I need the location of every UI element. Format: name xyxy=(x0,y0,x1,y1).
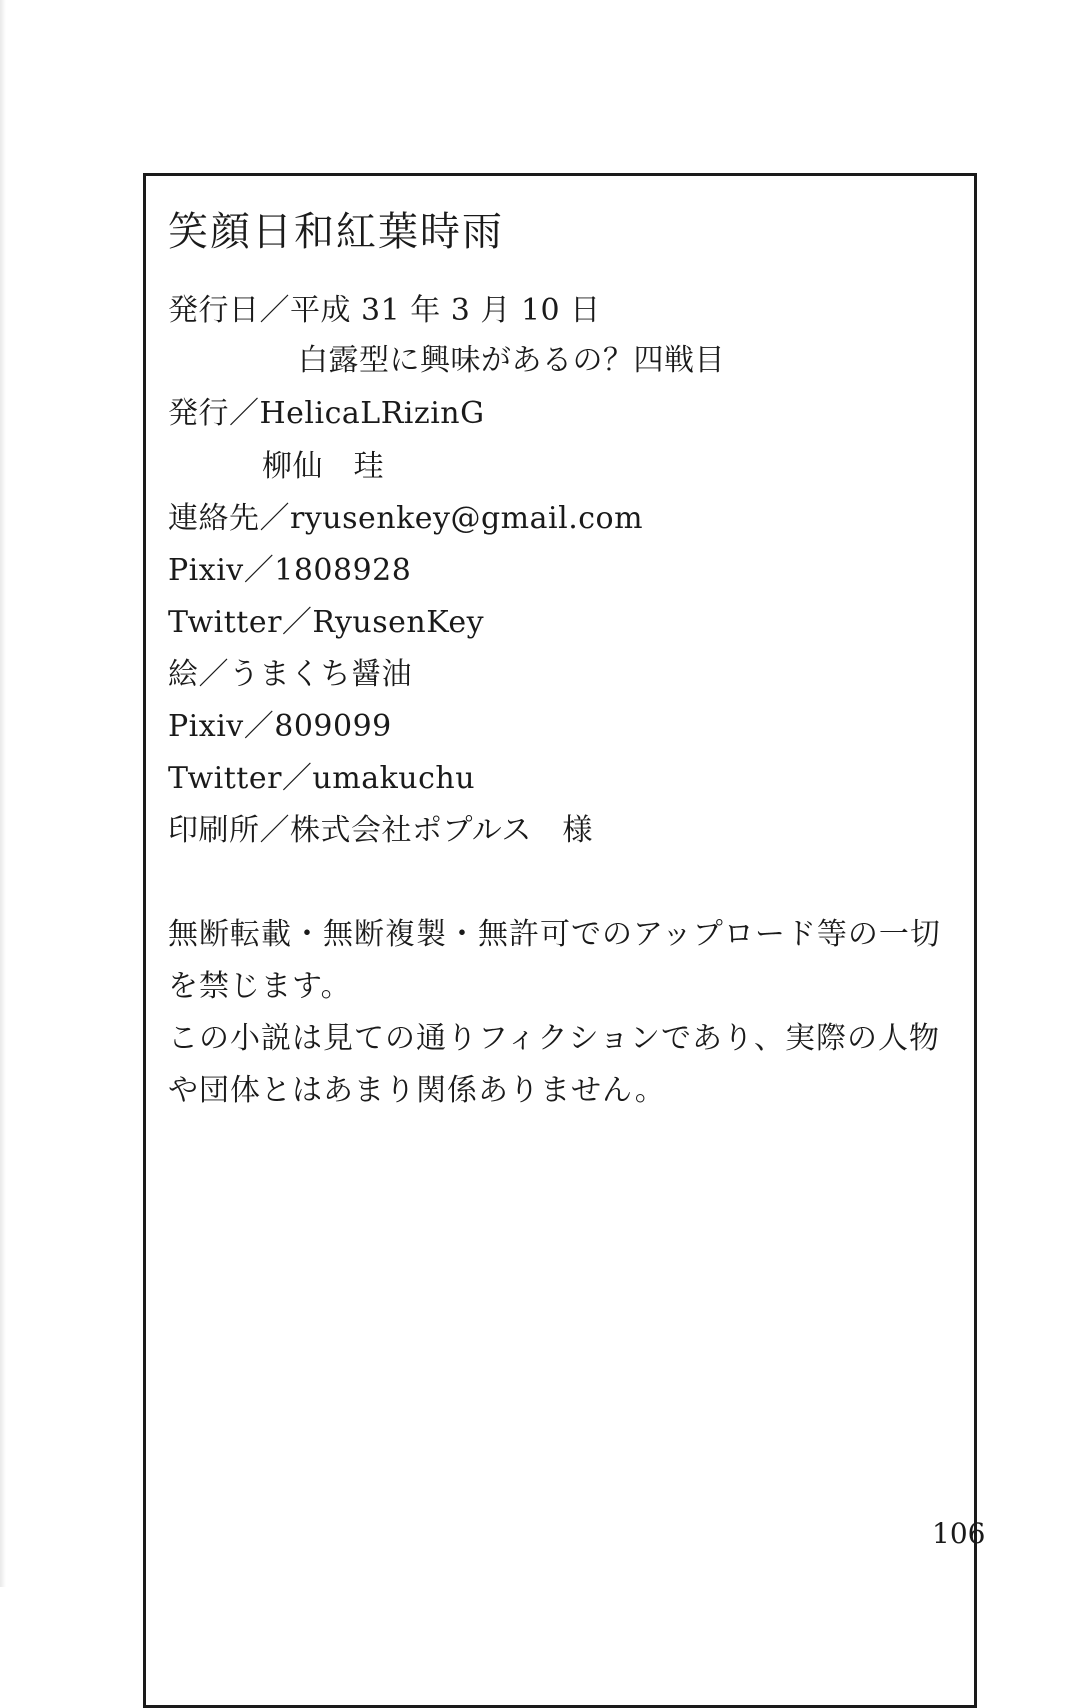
illustrator-pixiv: Pixiv／809099 xyxy=(168,709,392,744)
page-number: 106 xyxy=(932,1517,986,1550)
issue-date: 発行日／平成 31 年 3 月 10 日 xyxy=(168,293,601,328)
illustrator: 絵／うまくち醤油 xyxy=(168,657,412,692)
page-edge-shadow xyxy=(0,0,6,1587)
publisher: 発行／HelicaLRizinG xyxy=(168,396,485,431)
author-name: 柳仙 珪 xyxy=(262,449,384,484)
event-name: 白露型に興味があるの？四戦目 xyxy=(298,343,725,378)
notice-line: この小説は見ての通りフィクションであり、実際の人物 xyxy=(168,1021,940,1056)
notice-line: や団体とはあまり関係ありません。 xyxy=(168,1073,666,1108)
author-pixiv: Pixiv／1808928 xyxy=(168,553,412,588)
book-title: 笑顔日和紅葉時雨 xyxy=(168,209,504,255)
notice-line: を禁じます。 xyxy=(168,969,352,1004)
author-twitter: Twitter／RyusenKey xyxy=(168,605,485,640)
contact-email: 連絡先／ryusenkey@gmail.com xyxy=(168,501,644,536)
notice-line: 無断転載・無断複製・無許可でのアップロード等の一切 xyxy=(168,917,941,952)
printer: 印刷所／株式会社ポプルス 様 xyxy=(168,813,593,848)
illustrator-twitter: Twitter／umakuchu xyxy=(168,761,476,796)
